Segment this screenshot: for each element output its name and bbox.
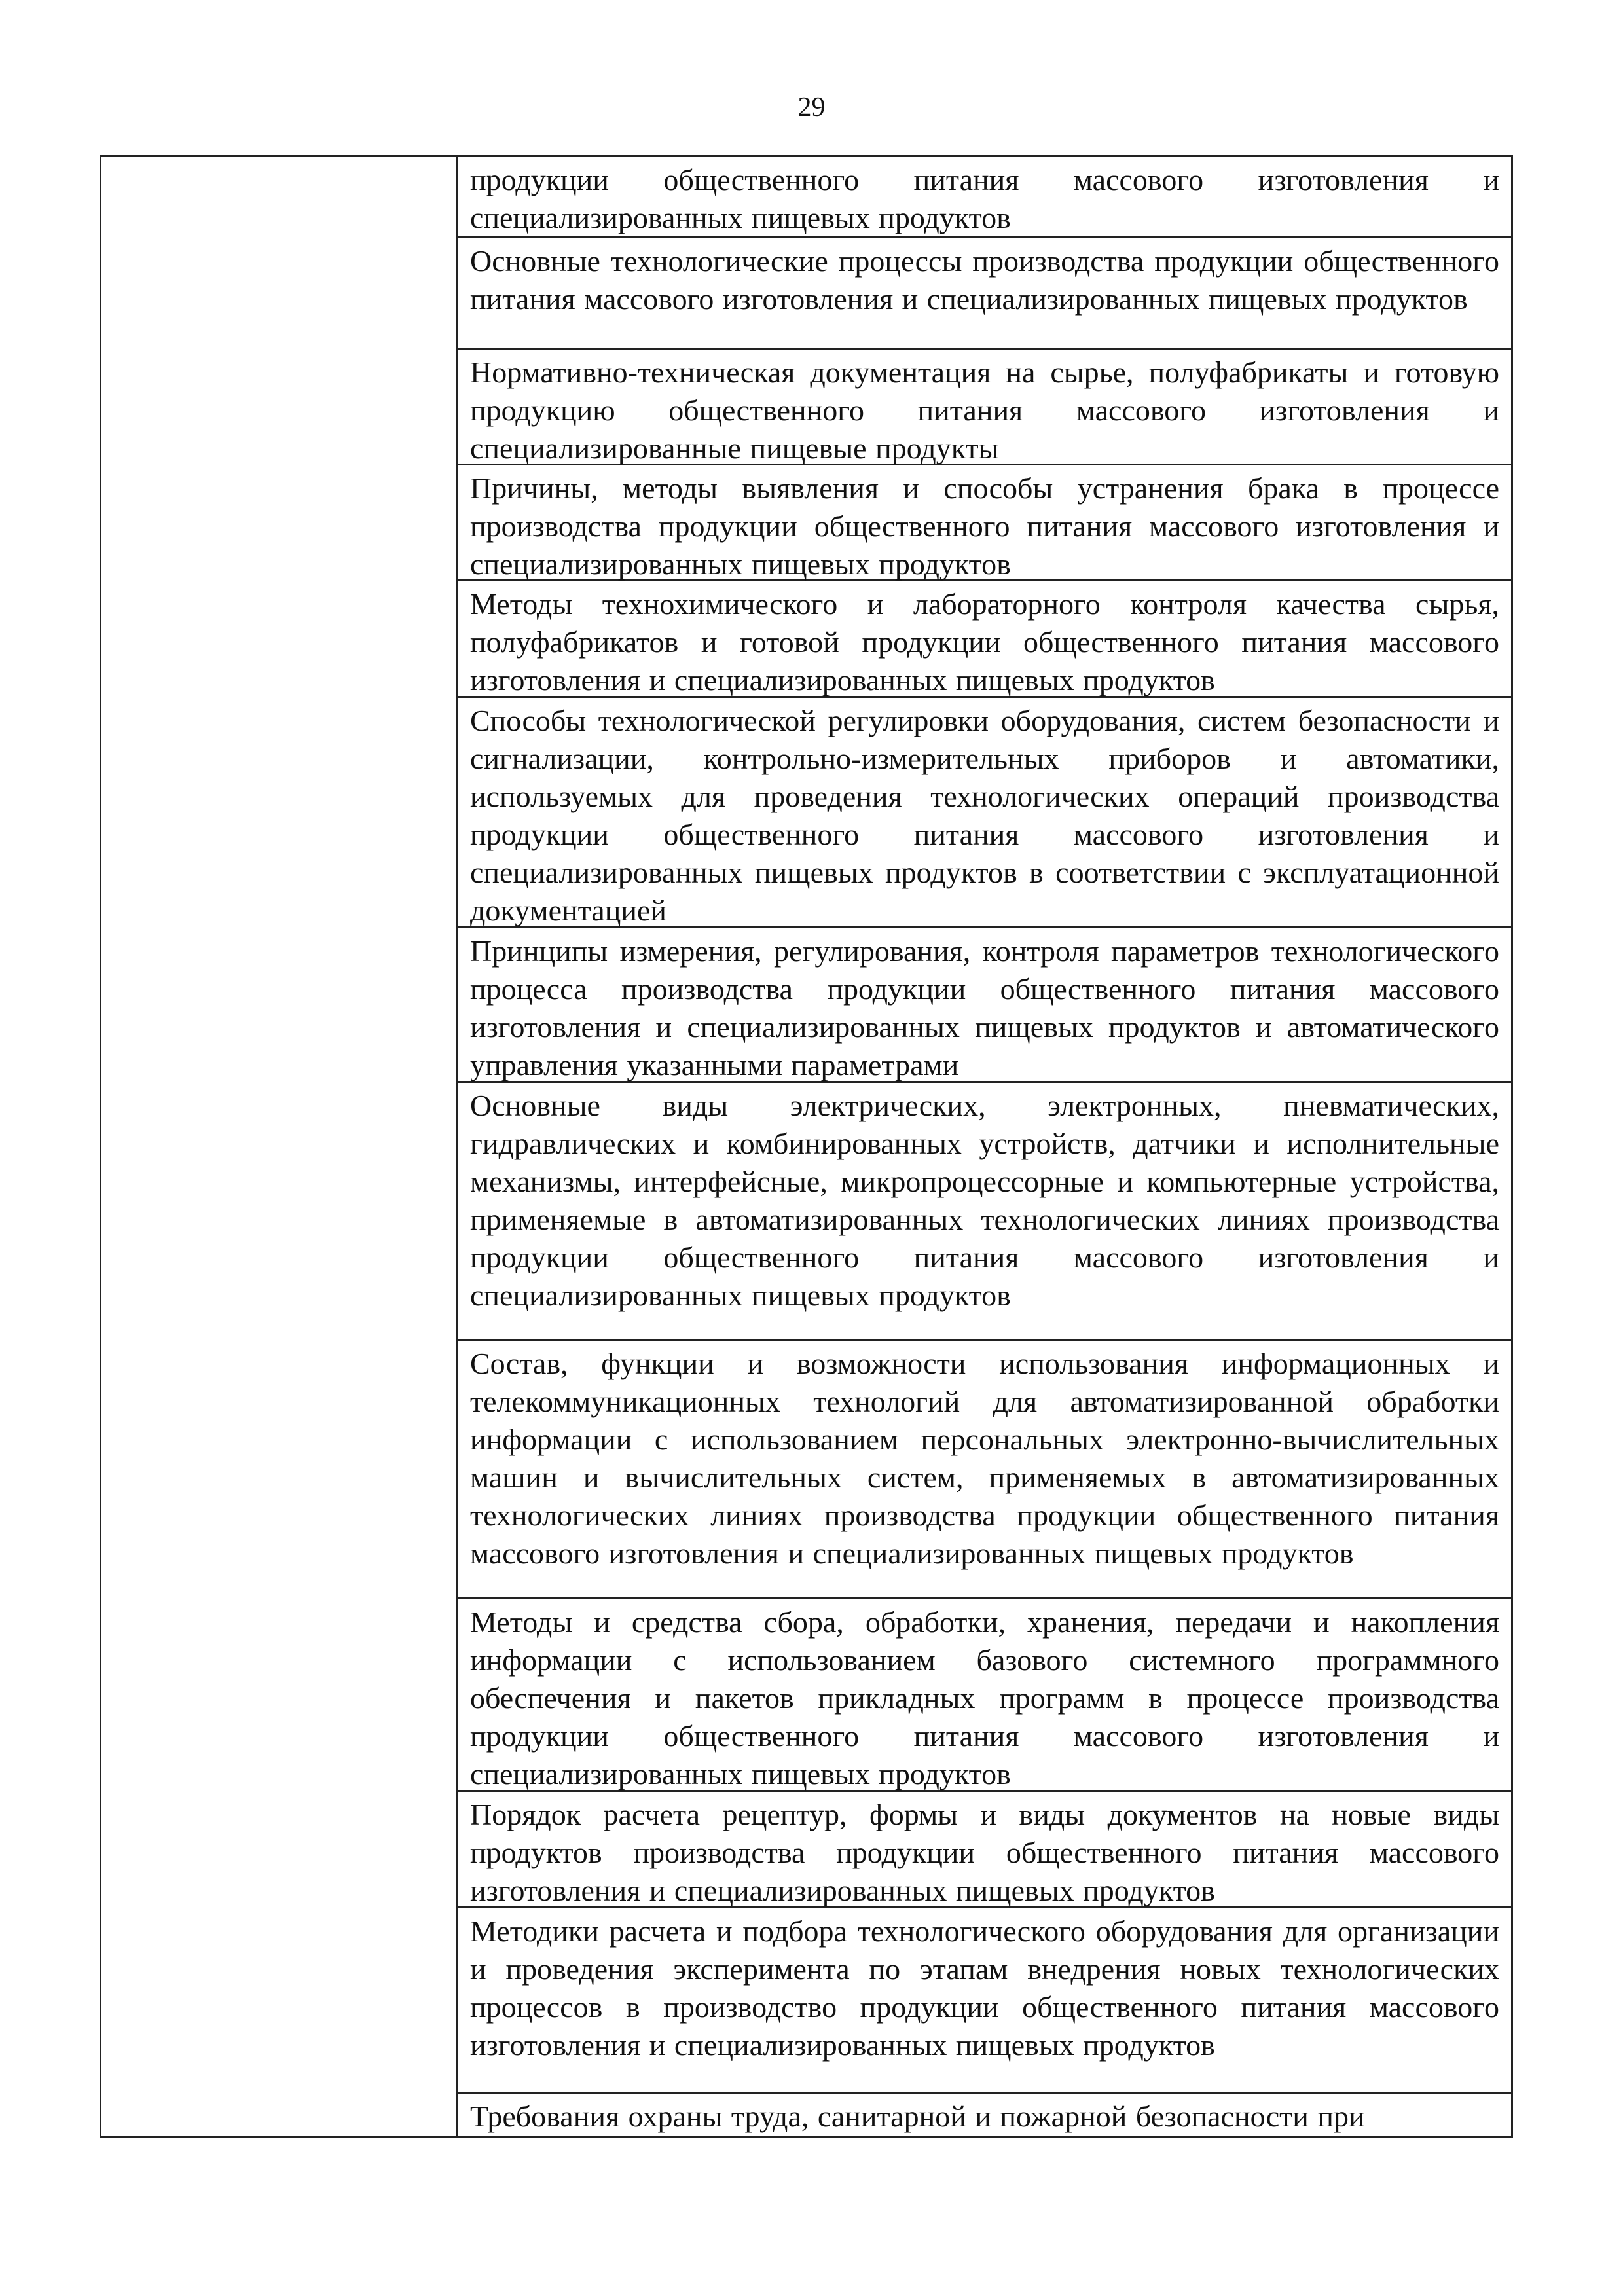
- table-row: [458, 1341, 1511, 1599]
- table-row: [458, 1599, 1511, 1792]
- table-left-column: [101, 157, 458, 2136]
- table-cell-text: Способы технологической регулировки оборудования, систем безопасности и сигнализации, контрольно-измерительных приборов и автоматики, используемых для проведения технологических операций производства продукции общественного питания массового изготовления и специализированных пищевых продуктов в соответствии с эксплуатационной документацией: [470, 703, 1499, 927]
- table-row: [458, 2094, 1511, 2136]
- table-cell-text: Методы и средства сбора, обработки, хранения, передачи и накопления информации с использованием базового системного программного обеспечения и пакетов прикладных программ в процессе производства продукции общественного питания массового изготовления и специализированных пищевых продуктов: [470, 1605, 1499, 1791]
- table-cell-text: Принципы измерения, регулирования, контроля параметров технологического процесса производства продукции общественного питания массового изготовления и специализированных пищевых продуктов и автоматического управления указанными параметрами: [470, 934, 1499, 1082]
- table-row: [458, 238, 1511, 350]
- table-row: [458, 928, 1511, 1083]
- requirements-table: [100, 155, 1513, 2138]
- table-row: [458, 157, 1511, 238]
- table-cell-text: Основные технологические процессы производства продукции общественного питания массового изготовления и специализированных пищевых продуктов: [470, 244, 1499, 316]
- table-row: [458, 698, 1511, 928]
- table-row: [458, 1792, 1511, 1908]
- table-row: [458, 350, 1511, 465]
- table-cell-text: Требования охраны труда, санитарной и пожарной безопасности при: [470, 2100, 1365, 2134]
- page-number: 29: [797, 92, 826, 122]
- table-cell-text: Основные виды электрических, электронных, пневматических, гидравлических и комбинированных устройств, датчики и исполнительные механизмы, интерфейсные, микропроцессорные и компьютерные устройства, применяемые в автоматизированных технологических линиях производства продукции общественного питания массового изготовления и специализированных пищевых продуктов: [470, 1088, 1499, 1312]
- table-cell-text: Нормативно-техническая документация на сырье, полуфабрикаты и готовую продукцию общественного питания массового изготовления и специализированные пищевые продукты: [470, 355, 1499, 465]
- table-row: [458, 465, 1511, 581]
- table-cell-text: Методы технохимического и лабораторного контроля качества сырья, полуфабрикатов и готовой продукции общественного питания массового изготовления и специализированных пищевых продуктов: [470, 587, 1499, 697]
- table-cell-text: Методики расчета и подбора технологического оборудования для организации и проведения эксперимента по этапам внедрения новых технологических процессов в производство продукции общественного питания массового изготовления и специализированных пищевых продуктов: [470, 1914, 1499, 2062]
- table-row: [458, 1083, 1511, 1341]
- table-cell-text: Причины, методы выявления и способы устранения брака в процессе производства продукции общественного питания массового изготовления и специализированных пищевых продуктов: [470, 471, 1499, 581]
- table-row: [458, 581, 1511, 698]
- table-cell-text: Порядок расчета рецептур, формы и виды документов на новые виды продуктов производства продукции общественного питания массового изготовления и специализированных пищевых продуктов: [470, 1797, 1499, 1907]
- table-cell-text: Состав, функции и возможности использования информационных и телекоммуникационных технологий для автоматизированной обработки информации с использованием персональных электронно-вычислительных машин и вычислительных систем, применяемых в автоматизированных технологических линиях производства продукции общественного питания массового изготовления и специализированных пищевых продуктов: [470, 1347, 1499, 1571]
- table-row: [458, 1908, 1511, 2094]
- table-cell-text: продукции общественного питания массового изготовления и специализированных пищевых продуктов: [470, 163, 1499, 234]
- table-right-column: [458, 157, 1511, 2136]
